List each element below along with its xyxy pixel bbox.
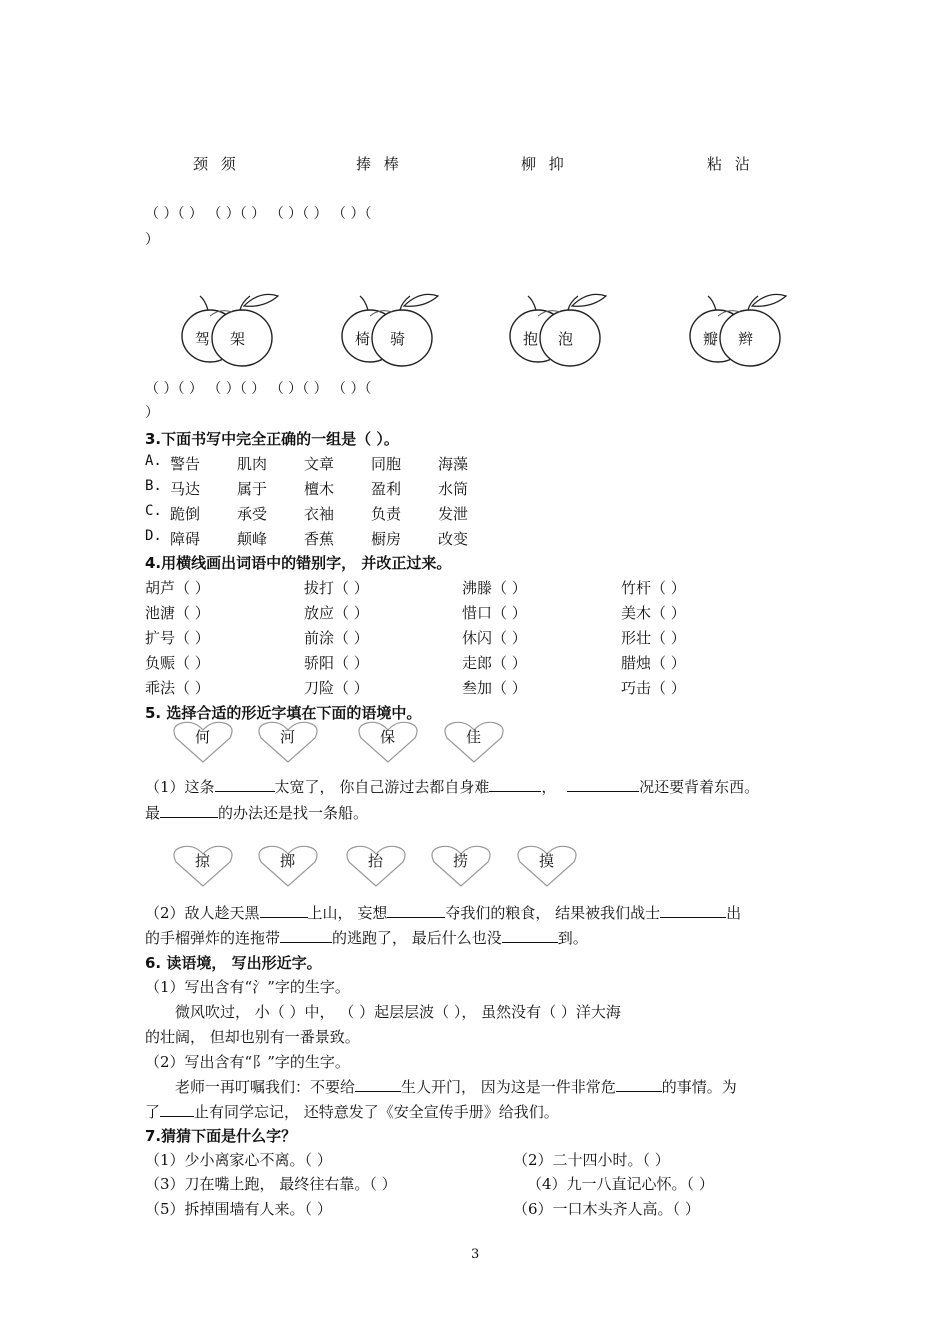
q4-word-item: 竹杆（ ）	[621, 579, 686, 597]
q4-word-item: 拔打（ ）	[304, 579, 369, 597]
q4-word-item: 叁加（ ）	[462, 679, 527, 697]
q3-word: 海藻	[438, 455, 469, 473]
q4-word-item: 美木（ ）	[621, 604, 686, 622]
q5-text: 到。	[557, 929, 588, 947]
heart-choice-b-4	[430, 844, 492, 892]
heart-choice-b-5	[516, 844, 578, 892]
heart-choice-4	[443, 720, 505, 768]
q6-sub2: （2）写出含有“阝”字的生字。	[145, 1053, 350, 1071]
heart-choice-3	[357, 720, 419, 768]
apple-pair-4	[688, 290, 793, 374]
heart-choice-1	[172, 720, 234, 768]
q4-word-item: 前涂（ ）	[304, 629, 369, 647]
q4-word-item: 池溏（ ）	[145, 604, 210, 622]
q3-word: 跪倒	[170, 505, 201, 523]
apple-pair-2	[340, 290, 445, 374]
answer-blank[interactable]	[567, 776, 639, 792]
pair-3: 柳 抑	[521, 155, 568, 173]
answer-blank[interactable]	[260, 902, 308, 918]
heart-char: 摸	[539, 852, 555, 870]
q4-word-item: 走郎（ ）	[462, 654, 527, 672]
answer-blank[interactable]	[160, 1101, 194, 1117]
answer-blank[interactable]	[355, 1076, 401, 1092]
q3-word: 警告	[170, 455, 201, 473]
q5-text: 上山， 妄想	[307, 904, 388, 922]
q4-title: 4.用横线画出词语中的错别字， 并改正过来。	[145, 554, 452, 572]
apple-char: 架	[230, 330, 246, 348]
q4-word-item: 负赈（ ）	[145, 654, 210, 672]
answer-blank[interactable]	[616, 1076, 662, 1092]
q5-text: （2）敌人趁天黑	[145, 904, 260, 922]
q5-sentence1-line1	[145, 776, 759, 797]
q5-title: 5. 选择合适的形近字填在下面的语境中。	[145, 704, 422, 722]
page-number: 3	[471, 1247, 480, 1262]
heart-char: 抬	[368, 852, 384, 870]
q3-option-label[interactable]: A.	[145, 453, 162, 469]
apple-char: 泡	[558, 330, 574, 348]
q7-item-6: （6）一口木头齐人高。（ ）	[513, 1200, 700, 1218]
q6-text: 了	[145, 1103, 161, 1121]
q6-p1-line2: 的壮阔， 但却也别有一番景致。	[145, 1028, 360, 1046]
answer-blank[interactable]	[160, 802, 218, 818]
answer-blank[interactable]	[660, 902, 726, 918]
answer-blank[interactable]	[387, 902, 445, 918]
q3-option-label[interactable]: C.	[145, 503, 162, 519]
apple-pair-1	[180, 290, 285, 374]
q3-word: 改变	[438, 530, 469, 548]
q5-text: 太宽了， 你自己游过去都自身难	[274, 778, 490, 796]
q3-option-label[interactable]: B.	[145, 478, 162, 494]
q5-sentence1-line2	[145, 802, 368, 823]
q3-word: 肌肉	[237, 455, 268, 473]
answer-blank[interactable]	[502, 927, 558, 943]
heart-choice-2	[257, 720, 319, 768]
q5-text: 的手榴弹炸的连拖带	[145, 929, 281, 947]
q4-word-item: 骄阳（ ）	[304, 654, 369, 672]
q6-sub1: （1）写出含有“氵”字的生字。	[145, 978, 350, 996]
q4-word-item: 巧击（ ）	[621, 679, 686, 697]
pair-2: 捧 棒	[356, 155, 403, 173]
q5-text: 最	[145, 804, 161, 822]
apple-char: 椅	[355, 330, 371, 348]
heart-char: 捞	[453, 852, 469, 870]
q5-text: 出	[726, 904, 742, 922]
q3-word: 文章	[304, 455, 335, 473]
q6-title: 6. 读语境， 写出形近字。	[145, 954, 322, 972]
q3-word: 橱房	[371, 530, 402, 548]
answer-blank[interactable]	[280, 927, 332, 943]
q7-item-4: （4）九一八直记心怀。（ ）	[527, 1175, 714, 1193]
heart-char: 掠	[195, 852, 211, 870]
q3-word: 属于	[237, 480, 268, 498]
heart-char: 何	[195, 728, 211, 746]
q3-word: 香蕉	[304, 530, 335, 548]
q5-text: 况还要背着东西。	[639, 778, 760, 796]
q5-text: 的逃跑了， 最后什么也没	[332, 929, 502, 947]
q3-option-label[interactable]: D.	[145, 528, 162, 544]
q3-word: 水筒	[438, 480, 469, 498]
heart-choice-b-2	[257, 844, 319, 892]
apple-char: 瓣	[703, 330, 719, 348]
q3-word: 衣袖	[304, 505, 335, 523]
q5-text: 夺我们的粮食， 结果被我们战士	[445, 904, 661, 922]
q3-word: 承受	[237, 505, 268, 523]
q7-item-2: （2）二十四小时。（ ）	[513, 1151, 670, 1169]
q4-word-item: 腊烛（ ）	[621, 654, 686, 672]
q6-p2-line1	[175, 1076, 737, 1097]
q4-word-item: 惜口（ ）	[462, 604, 527, 622]
q3-word: 同胞	[371, 455, 402, 473]
q5-text: ，	[541, 778, 557, 796]
q4-word-item: 放应（ ）	[304, 604, 369, 622]
q6-text: 老师一再叮嘱我们：不要给	[175, 1078, 356, 1096]
q6-text: 生人开门， 因为这是一件非常危	[401, 1078, 616, 1096]
q7-item-3: （3）刀在嘴上跑， 最终往右靠。（ ）	[145, 1175, 397, 1193]
answer-parens-tail-1: ）	[145, 232, 159, 248]
answer-parens-tail-2: ）	[145, 405, 159, 421]
heart-choice-b-3	[345, 844, 407, 892]
q6-text: 止有同学忘记， 还特意发了《安全宣传手册》给我们。	[194, 1103, 559, 1121]
q4-word-item: 沸滕（ ）	[462, 579, 527, 597]
q7-item-5: （5）拆掉围墙有人来。（ ）	[145, 1200, 332, 1218]
pair-1: 颈 须	[193, 155, 240, 173]
q4-word-item: 刀险（ ）	[304, 679, 369, 697]
answer-blank[interactable]	[215, 776, 275, 792]
apple-char: 骑	[390, 330, 406, 348]
q3-title: 3.下面书写中完全正确的一组是（ ）。	[145, 430, 399, 448]
q4-word-item: 休闪（ ）	[462, 629, 527, 647]
q4-word-item: 扩号（ ）	[145, 629, 210, 647]
apple-pair-3	[508, 290, 613, 374]
heart-choice-b-1	[172, 844, 234, 892]
q3-word: 盈利	[371, 480, 402, 498]
pair-4: 粘 沾	[707, 155, 754, 173]
q6-p2-line2	[145, 1101, 559, 1122]
q3-word: 负责	[371, 505, 402, 523]
q5-sentence2-line2	[145, 927, 588, 948]
q6-p1-line1: 微风吹过， 小（ ）中， （ ）起层层波（ ）， 虽然没有（ ）洋大海	[175, 1003, 621, 1021]
q4-word-item: 乖法（ ）	[145, 679, 210, 697]
apple-char: 辫	[738, 330, 754, 348]
apple-char: 抱	[523, 330, 539, 348]
q5-text: 的办法还是找一条船。	[218, 804, 369, 822]
q3-word: 马达	[170, 480, 201, 498]
answer-parens-row-2: （ ）（ ） （ ）（ ） （ ）（ ） （ ）（	[145, 381, 372, 397]
q3-word: 发泄	[438, 505, 469, 523]
q4-word-item: 形壮（ ）	[621, 629, 686, 647]
q7-title: 7.猜猜下面是什么字？	[145, 1127, 297, 1145]
q5-sentence2-line1	[145, 902, 741, 923]
answer-parens-row-1: （ ）（ ） （ ）（ ） （ ）（ ） （ ）（	[145, 206, 372, 222]
q7-item-1: （1）少小离家心不离。（ ）	[145, 1151, 332, 1169]
apple-char: 驾	[195, 330, 211, 348]
q6-text: 的事情。为	[661, 1078, 737, 1096]
q3-word: 檀木	[304, 480, 335, 498]
heart-char: 保	[380, 728, 396, 746]
q4-word-item: 胡芦（ ）	[145, 579, 210, 597]
heart-char: 掷	[280, 852, 296, 870]
q5-text: （1）这条	[145, 778, 215, 796]
answer-blank[interactable]	[489, 776, 541, 792]
q3-word: 障碍	[170, 530, 201, 548]
heart-char: 河	[280, 728, 296, 746]
q3-word: 颠峰	[237, 530, 268, 548]
heart-char: 佳	[466, 728, 482, 746]
